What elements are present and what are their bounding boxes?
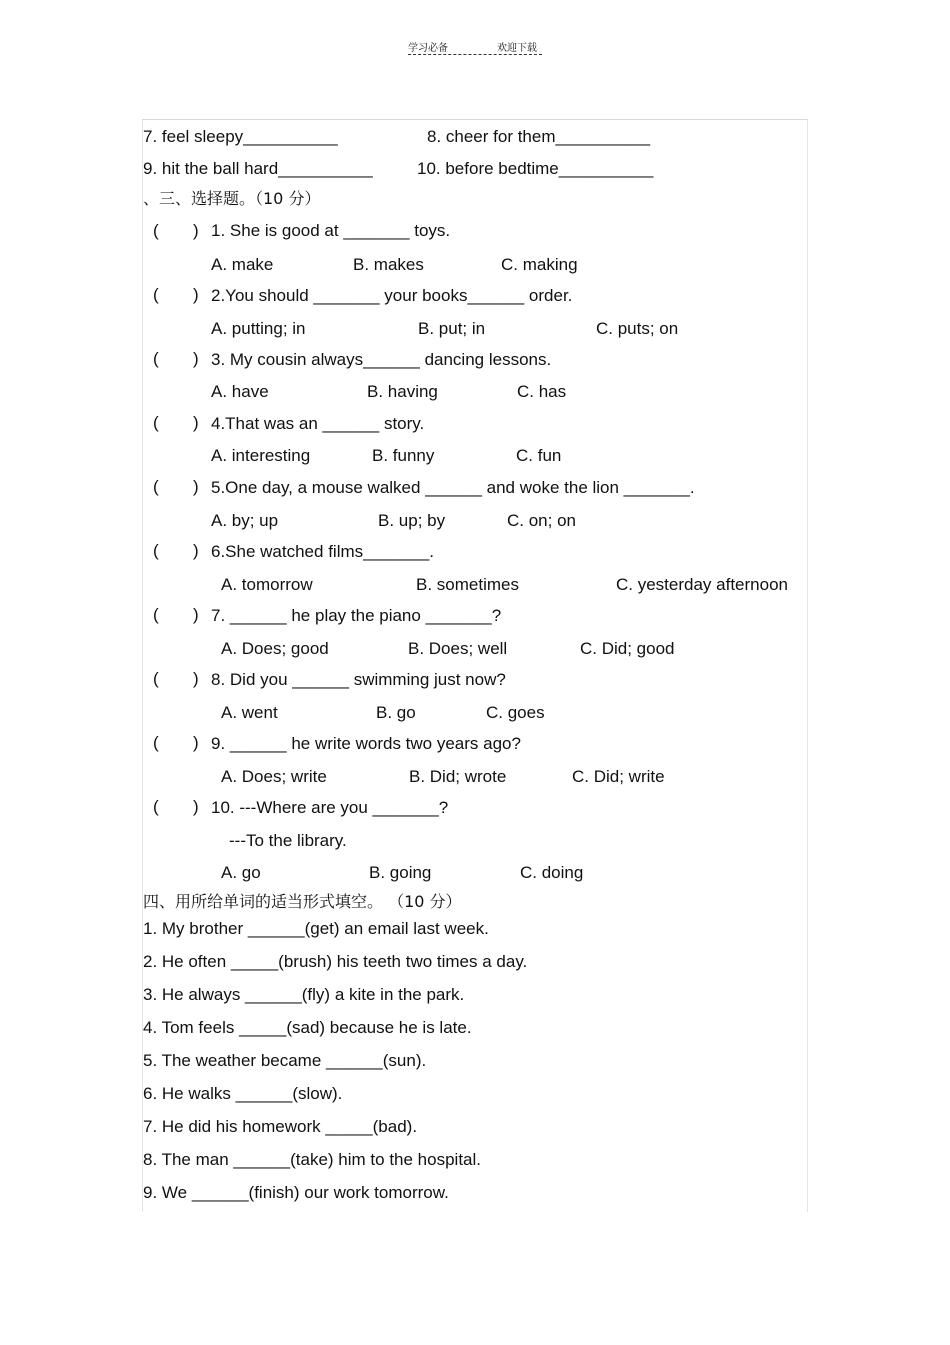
question-6-text: 6.She watched films_______.	[211, 542, 435, 561]
fill-item-9: 9. We ______(finish) our work tomorrow.	[143, 1183, 449, 1202]
answer-paren-close: )	[193, 413, 199, 432]
answer-paren-close: )	[193, 349, 199, 368]
question-5-text: 5.One day, a mouse walked ______ and woke the lion _______.	[211, 478, 695, 497]
question-8-option-a: A. went	[221, 703, 278, 722]
fill-item-7: 7. He did his homework _____(bad).	[143, 1117, 418, 1136]
phrase-item-9: 9. hit the ball hard__________	[143, 159, 373, 178]
phrase-item-10: 10. before bedtime__________	[417, 159, 654, 178]
question-7-option-c: C. Did; good	[580, 639, 675, 658]
question-1-option-a: A. make	[211, 255, 274, 274]
question-9-option-a: A. Does; write	[221, 767, 327, 786]
answer-paren-open: (	[153, 605, 159, 624]
fill-item-4: 4. Tom feels _____(sad) because he is late.	[143, 1018, 472, 1037]
question-5-option-b: B. up; by	[378, 511, 446, 530]
question-6-option-b: B. sometimes	[416, 575, 519, 594]
answer-paren-close: )	[193, 669, 199, 688]
answer-paren-open: (	[153, 477, 159, 496]
fill-item-3: 3. He always ______(fly) a kite in the park.	[143, 985, 465, 1004]
question-2-option-a: A. putting; in	[211, 319, 306, 338]
question-7-option-a: A. Does; good	[221, 639, 329, 658]
question-4-option-b: B. funny	[372, 446, 435, 465]
content-frame	[142, 119, 808, 1212]
question-1-text: 1. She is good at _______ toys.	[211, 221, 451, 240]
question-4-option-a: A. interesting	[211, 446, 311, 465]
answer-paren-open: (	[153, 541, 159, 560]
question-4-option-c: C. fun	[516, 446, 562, 465]
answer-paren-close: )	[193, 541, 199, 560]
question-6-option-a: A. tomorrow	[221, 575, 313, 594]
answer-paren-open: (	[153, 349, 159, 368]
phrase-item-8: 8. cheer for them__________	[427, 127, 651, 146]
question-9-text: 9. ______ he write words two years ago?	[211, 734, 521, 753]
answer-paren-open: (	[153, 413, 159, 432]
answer-paren-close: )	[193, 285, 199, 304]
question-8-option-b: B. go	[376, 703, 416, 722]
question-8-text: 8. Did you ______ swimming just now?	[211, 670, 506, 689]
page-header	[408, 39, 542, 57]
fill-item-8: 8. The man ______(take) him to the hospital.	[143, 1150, 481, 1169]
answer-paren-close: )	[193, 733, 199, 752]
header-dashed-rule	[408, 54, 542, 55]
fill-item-6: 6. He walks ______(slow).	[143, 1084, 343, 1103]
question-5-option-c: C. on; on	[507, 511, 576, 530]
section3-title: 、三、选择题。（10 分）	[143, 189, 321, 208]
question-2-text: 2.You should _______ your books______ order.	[211, 286, 573, 305]
answer-paren-open: (	[153, 733, 159, 752]
phrase-item-7: 7. feel sleepy__________	[143, 127, 338, 146]
answer-paren-open: (	[153, 221, 159, 240]
question-2-option-c: C. puts; on	[596, 319, 679, 338]
question-3-text: 3. My cousin always______ dancing lessons.	[211, 350, 552, 369]
question-10-option-b: B. going	[369, 863, 432, 882]
header-right-text: 欢迎下载	[497, 43, 537, 54]
answer-paren-close: )	[193, 221, 199, 240]
question-10-reply: ---To the library.	[229, 831, 347, 850]
question-9-option-b: B. Did; wrote	[409, 767, 507, 786]
question-6-option-c: C. yesterday afternoon	[616, 575, 788, 594]
answer-paren-close: )	[193, 605, 199, 624]
fill-item-5: 5. The weather became ______(sun).	[143, 1051, 427, 1070]
question-2-option-b: B. put; in	[418, 319, 486, 338]
question-1-option-b: B. makes	[353, 255, 424, 274]
header-left-text: 学习必备	[408, 43, 448, 54]
answer-paren-close: )	[193, 477, 199, 496]
question-3-option-a: A. have	[211, 382, 269, 401]
question-7-option-b: B. Does; well	[408, 639, 508, 658]
question-10-option-a: A. go	[221, 863, 261, 882]
question-4-text: 4.That was an ______ story.	[211, 414, 425, 433]
question-3-option-c: C. has	[517, 382, 567, 401]
answer-paren-close: )	[193, 797, 199, 816]
question-5-option-a: A. by; up	[211, 511, 279, 530]
answer-paren-open: (	[153, 797, 159, 816]
question-1-option-c: C. making	[501, 255, 578, 274]
question-10-text: 10. ---Where are you _______?	[211, 798, 449, 817]
question-8-option-c: C. goes	[486, 703, 545, 722]
question-7-text: 7. ______ he play the piano _______?	[211, 606, 502, 625]
question-10-option-c: C. doing	[520, 863, 584, 882]
section4-title: 四、用所给单词的适当形式填空。 （10 分）	[143, 892, 462, 911]
answer-paren-open: (	[153, 285, 159, 304]
question-3-option-b: B. having	[367, 382, 438, 401]
answer-paren-open: (	[153, 669, 159, 688]
fill-item-1: 1. My brother ______(get) an email last week.	[143, 919, 489, 938]
fill-item-2: 2. He often _____(brush) his teeth two times a day.	[143, 952, 528, 971]
question-9-option-c: C. Did; write	[572, 767, 665, 786]
